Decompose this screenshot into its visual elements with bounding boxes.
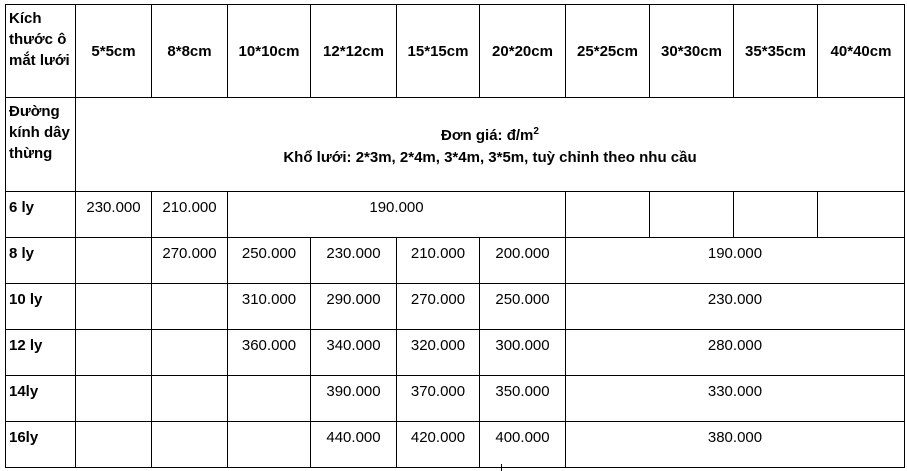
price-cell: 360.000 — [228, 330, 311, 376]
unit-superscript: 2 — [533, 125, 539, 137]
size-header: 25*25cm — [566, 5, 650, 98]
size-header: 20*20cm — [480, 5, 566, 98]
unit-price-note — [76, 98, 905, 192]
price-cell — [152, 422, 228, 468]
size-header: 30*30cm — [650, 5, 734, 98]
net-width-note: Khổ lưới: 2*3m, 2*4m, 3*4m, 3*5m, tuỳ chỉnh theo nhu cầu — [283, 148, 697, 166]
price-cell: 350.000 — [480, 376, 566, 422]
price-cell: 370.000 — [397, 376, 480, 422]
rope-diameter-label: 8 ly — [6, 238, 76, 284]
price-cell: 330.000 — [566, 376, 905, 422]
price-cell: 250.000 — [480, 284, 566, 330]
page-edge-mark — [501, 464, 502, 471]
rope-diameter-label: 6 ly — [6, 192, 76, 238]
price-cell: 200.000 — [480, 238, 566, 284]
price-cell: 310.000 — [228, 284, 311, 330]
price-cell: 420.000 — [397, 422, 480, 468]
price-cell — [152, 376, 228, 422]
price-cell: 270.000 — [397, 284, 480, 330]
price-cell: 440.000 — [311, 422, 397, 468]
price-cell: 190.000 — [566, 238, 905, 284]
table-row — [6, 376, 905, 422]
rope-diameter-label: 10 ly — [6, 284, 76, 330]
size-header: 10*10cm — [228, 5, 311, 98]
table-row — [6, 238, 905, 284]
price-cell: 230.000 — [566, 284, 905, 330]
price-cell: 210.000 — [397, 238, 480, 284]
price-cell — [152, 284, 228, 330]
price-cell — [734, 192, 818, 238]
price-cell: 250.000 — [228, 238, 311, 284]
price-cell: 320.000 — [397, 330, 480, 376]
price-cell — [152, 330, 228, 376]
size-header: 8*8cm — [152, 5, 228, 98]
header-row — [6, 5, 905, 98]
price-cell — [228, 422, 311, 468]
price-cell — [76, 284, 152, 330]
size-header: 15*15cm — [397, 5, 480, 98]
size-header: 40*40cm — [818, 5, 905, 98]
corner-rope-diameter-label: Đường kính dây thừng — [6, 98, 76, 192]
price-cell: 190.000 — [228, 192, 566, 238]
price-cell: 270.000 — [152, 238, 228, 284]
price-cell — [650, 192, 734, 238]
price-cell — [818, 192, 905, 238]
price-cell: 390.000 — [311, 376, 397, 422]
price-table — [5, 4, 905, 468]
subheader-row — [6, 98, 905, 192]
price-cell: 290.000 — [311, 284, 397, 330]
price-cell: 340.000 — [311, 330, 397, 376]
table-row — [6, 192, 905, 238]
unit-price-label: Đơn giá: đ/m — [441, 126, 534, 144]
price-cell — [76, 376, 152, 422]
price-cell: 230.000 — [311, 238, 397, 284]
rope-diameter-label: 14ly — [6, 376, 76, 422]
price-cell — [76, 238, 152, 284]
price-cell — [228, 376, 311, 422]
price-cell: 380.000 — [566, 422, 905, 468]
rope-diameter-label: 16ly — [6, 422, 76, 468]
price-cell: 210.000 — [152, 192, 228, 238]
price-cell: 230.000 — [76, 192, 152, 238]
table-row — [6, 422, 905, 468]
price-cell — [76, 330, 152, 376]
size-header: 12*12cm — [311, 5, 397, 98]
size-header: 5*5cm — [76, 5, 152, 98]
price-cell: 400.000 — [480, 422, 566, 468]
corner-mesh-size-label: Kích thước ô mắt lưới — [6, 5, 76, 98]
table-row — [6, 330, 905, 376]
table-row — [6, 284, 905, 330]
price-cell — [76, 422, 152, 468]
price-cell: 280.000 — [566, 330, 905, 376]
rope-diameter-label: 12 ly — [6, 330, 76, 376]
price-cell: 300.000 — [480, 330, 566, 376]
size-header: 35*35cm — [734, 5, 818, 98]
price-cell — [566, 192, 650, 238]
